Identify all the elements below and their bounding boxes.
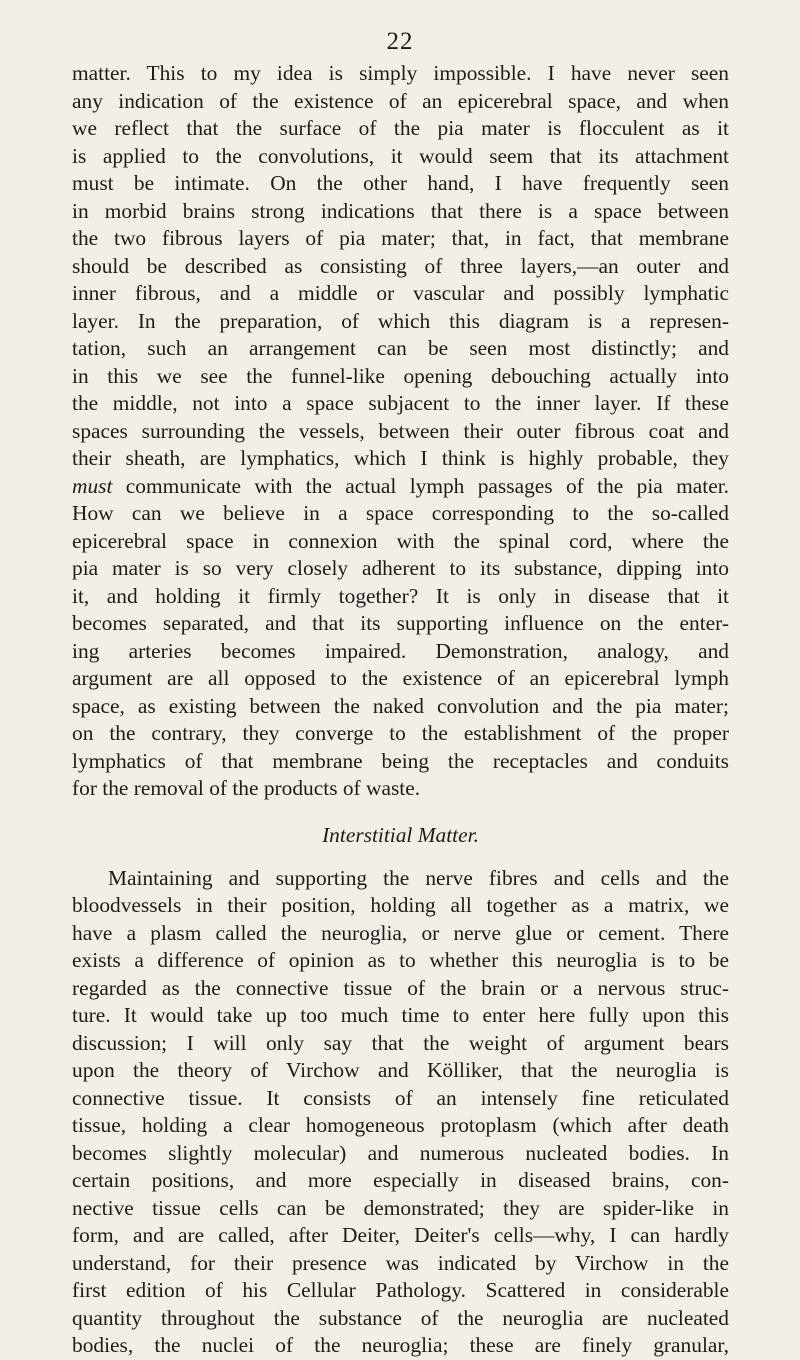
page-number: 22 bbox=[386, 28, 414, 55]
text-line: should be described as consisting of three layers,—an outer and bbox=[72, 253, 729, 278]
text-line: their sheath, are lymphatics, which I think is highly probable, they bbox=[72, 446, 729, 470]
text-line: tissue, holding a clear homogeneous protoplasm (which after death bbox=[72, 1113, 729, 1137]
section-heading: Interstitial Matter. bbox=[322, 822, 479, 847]
text-line: tation, such an arrangement can be seen most distinctly; and bbox=[72, 336, 729, 360]
text-line: any indication of the existence of an epicerebral space, and when bbox=[72, 88, 729, 113]
text-line: for the removal of the products of waste. bbox=[72, 776, 421, 800]
emphasis-must: must bbox=[72, 473, 113, 498]
text-line: quantity throughout the substance of the neuroglia are nucleated bbox=[72, 1305, 729, 1330]
text-line: ture. It would take up too much time to enter here fully upon this bbox=[72, 1003, 729, 1027]
text-line: the middle, not into a space subjacent to the inner layer. If these bbox=[72, 391, 729, 415]
text-line: upon the theory of Virchow and Kölliker, that the neuroglia is bbox=[72, 1058, 729, 1082]
text-line: ing arteries becomes impaired. Demonstration, analogy, and bbox=[72, 638, 729, 663]
text-line: bodies, the nuclei of the neuroglia; these are finely granular, bbox=[72, 1333, 729, 1357]
text-line: connective tissue. It consists of an intensely fine reticulated bbox=[72, 1085, 729, 1110]
text-line: lymphatics of that membrane being the receptacles and conduits bbox=[72, 748, 729, 773]
text-line: How can we believe in a space corresponding to the so-called bbox=[72, 501, 729, 525]
paragraph-pia-mater bbox=[72, 60, 729, 803]
text-line: regarded as the connective tissue of the brain or a nervous struc- bbox=[72, 975, 729, 1000]
text-line: Maintaining and supporting the nerve fibres and cells and the bbox=[108, 865, 729, 890]
text-line: on the contrary, they converge to the establishment of the proper bbox=[72, 721, 729, 745]
text-line: have a plasm called the neuroglia, or nerve glue or cement. There bbox=[72, 920, 729, 945]
paragraph-interstitial-matter bbox=[72, 865, 729, 1360]
text-line: argument are all opposed to the existence of an epicerebral lymph bbox=[72, 666, 729, 690]
text-line: matter. This to my idea is simply impossible. I have never seen bbox=[72, 61, 729, 85]
text-line: layer. In the preparation, of which this diagram is a represen- bbox=[72, 308, 729, 333]
text-line: becomes separated, and that its supporting influence on the enter- bbox=[72, 611, 729, 635]
text-line: in morbid brains strong indications that there is a space between bbox=[72, 198, 729, 223]
text-line: understand, for their presence was indicated by Virchow in the bbox=[72, 1250, 729, 1275]
text-line: it, and holding it firmly together? It is only in disease that it bbox=[72, 583, 729, 608]
text-line: spaces surrounding the vessels, between their outer fibrous coat and bbox=[72, 418, 729, 443]
text-line: bloodvessels in their position, holding all together as a matrix, we bbox=[72, 893, 729, 917]
text-line: the two fibrous layers of pia mater; that, in fact, that membrane bbox=[72, 226, 729, 250]
text-line: is applied to the convolutions, it would seem that its attachment bbox=[72, 143, 729, 168]
text-line: first edition of his Cellular Pathology. Scattered in considerable bbox=[72, 1278, 729, 1302]
text-line: epicerebral space in connexion with the spinal cord, where the bbox=[72, 528, 729, 553]
text-line: discussion; I will only say that the weight of argument bears bbox=[72, 1030, 729, 1055]
text-line: becomes slightly molecular) and numerous nucleated bodies. In bbox=[72, 1140, 729, 1165]
text-line: exists a difference of opinion as to whether this neuroglia is to be bbox=[72, 948, 729, 972]
text-line: in this we see the funnel-like opening debouching actually into bbox=[72, 363, 729, 388]
text-line: must communicate with the actual lymph passages of the pia mater. bbox=[72, 473, 729, 498]
text-line: must be intimate. On the other hand, I have frequently seen bbox=[72, 171, 729, 195]
text-line: certain positions, and more especially in diseased brains, con- bbox=[72, 1168, 729, 1192]
text-line: we reflect that the surface of the pia mater is flocculent as it bbox=[72, 116, 729, 140]
text-line: form, and are called, after Deiter, Deiter's cells—why, I can hardly bbox=[72, 1223, 729, 1247]
text-line: inner fibrous, and a middle or vascular and possibly lymphatic bbox=[72, 281, 729, 305]
text-line: nective tissue cells can be demonstrated; they are spider-like in bbox=[72, 1195, 729, 1220]
text-line: pia mater is so very closely adherent to its substance, dipping into bbox=[72, 556, 729, 580]
text-line: space, as existing between the naked convolution and the pia mater; bbox=[72, 693, 729, 718]
